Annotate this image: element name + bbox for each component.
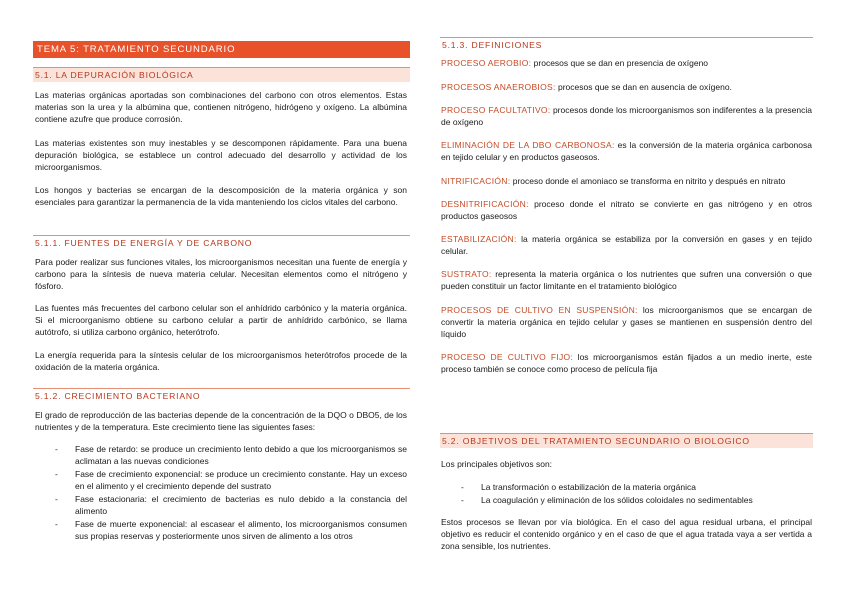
definition: SUSTRATO: representa la materia orgánica o los nutrientes que sufren una conversión o que pueden constituir un factor limitante en el tratamiento biológico	[441, 269, 812, 292]
definition: DESNITRIFICACIÓN: proceso donde el nitrato se convierte en gas nitrógeno y en otros productos gaseosos	[441, 199, 812, 222]
definition: PROCESO DE CULTIVO FIJO: los microorganismos están fijados a un medio inerte, este proceso también se conoce como proceso de película fija	[441, 352, 812, 375]
list-item: - La transformación o estabilización de la materia orgánica	[461, 482, 696, 492]
definition: PROCESO FACULTATIVO: procesos donde los microorganismos son indiferentes a la presencia de oxígeno	[441, 105, 812, 128]
page-title: TEMA 5: TRATAMIENTO SECUNDARIO	[33, 41, 410, 58]
list-item: - Fase estacionaria: el crecimiento de bacterias es nulo debido a la constancia del alimento	[55, 493, 407, 517]
list-item: - Fase de retardo: se produce un crecimiento lento debido a que los microorganismos se aclimatan a las nuevas condiciones	[55, 444, 407, 467]
paragraph: Las fuentes más frecuentes del carbono celular son el anhídrido carbónico y la materia orgánica. Si el microorganismo obtiene su carbono celular a partir de anhídrido carbónico, se llama autótrofo, si utiliza carbono orgánico, heterótrofo.	[35, 303, 407, 338]
section-heading-5-1-3: 5.1.3. DEFINICIONES	[440, 37, 813, 52]
section-heading-5-2: 5.2. OBJETIVOS DEL TRATAMIENTO SECUNDARIO O BIOLOGICO	[440, 433, 813, 448]
definition: PROCESO AEROBIO: procesos que se dan en presencia de oxígeno	[441, 58, 709, 68]
list-item: - La coagulación y eliminación de los sólidos coloidales no sedimentables	[461, 494, 753, 505]
paragraph: Los principales objetivos son:	[441, 459, 553, 469]
definition: ELIMINACIÓN DE LA DBO CARBONOSA: es la conversión de la materia orgánica carbonosa en tejido celular y en productos gaseosos.	[441, 140, 812, 163]
objectives-list	[441, 481, 812, 506]
paragraph: El grado de reproducción de las bacterias depende de la concentración de la DQO o DBO5, de los nutrientes y de la temperatura. Este crecimiento tiene las siguientes fases:	[35, 410, 407, 433]
paragraph: Para poder realizar sus funciones vitales, los microorganismos necesitan una fuente de energía y carbono para la síntesis de nueva materia celular. Necesitan elementos como el nitrógeno y fósforo.	[35, 257, 407, 292]
definition: NITRIFICACIÓN: proceso donde el amoniaco se transforma en nitrito y después en nitrato	[441, 176, 786, 186]
paragraph: Estos procesos se llevan por vía biológica. En el caso del agua residual urbana, el principal objetivo es reducir el contenido orgánico y en el caso de que el agua tratada vaya a ser vertida a zona sensible, los nutrientes.	[441, 517, 812, 552]
paragraph: Los hongos y bacterias se encargan de la descomposición de la materia orgánica y son esenciales para garantizar la permanencia de la vida manteniendo los ciclos vitales del carbono.	[35, 185, 407, 208]
section-heading-5-1-2: 5.1.2. CRECIMIENTO BACTERIANO	[33, 388, 410, 403]
list-item: - Fase de muerte exponencial: al escasear el alimento, los microorganismos consumen sus propias reservas y posteriormente unos sirven de alimento a los otros	[55, 518, 407, 541]
growth-phases-list	[35, 443, 407, 543]
definition: PROCESOS DE CULTIVO EN SUSPENSIÓN: los microorganismos que se encargan de convertir la materia orgánica en tejido celular y gases se mantienen en suspensión dentro del líquido	[441, 305, 813, 340]
paragraph: Las materias orgánicas aportadas son combinaciones del carbono con otros elementos. Estas materias son la urea y la albúmina que, contienen nitrógeno, hidrógeno y oxígeno. La albúmina contiene azufre que produce corrosión.	[35, 90, 407, 125]
list-item: - Fase de crecimiento exponencial: se produce un crecimiento constante. Hay un exceso en el alimento y el crecimiento depende del sustrato	[55, 468, 407, 492]
definition: PROCESOS ANAEROBIOS: procesos que se dan en ausencia de oxígeno.	[441, 82, 732, 92]
paragraph: Las materias existentes son muy inestables y se descomponen rápidamente. Para una buena depuración biológica, se establece un control adecuado del desarrollo y actividad de los microorganismos.	[35, 138, 407, 173]
section-heading-5-1-1: 5.1.1. FUENTES DE ENERGÍA Y DE CARBONO	[33, 235, 410, 250]
paragraph: La energía requerida para la síntesis celular de los microorganismos heterótrofos procede de la oxidación de la materia orgánica.	[35, 350, 407, 373]
section-heading-5-1: 5.1. LA DEPURACIÓN BIOLÓGICA	[33, 67, 410, 82]
definition: ESTABILIZACIÓN: la materia orgánica se estabiliza por la conversión en gases y en tejido celular.	[441, 234, 812, 257]
